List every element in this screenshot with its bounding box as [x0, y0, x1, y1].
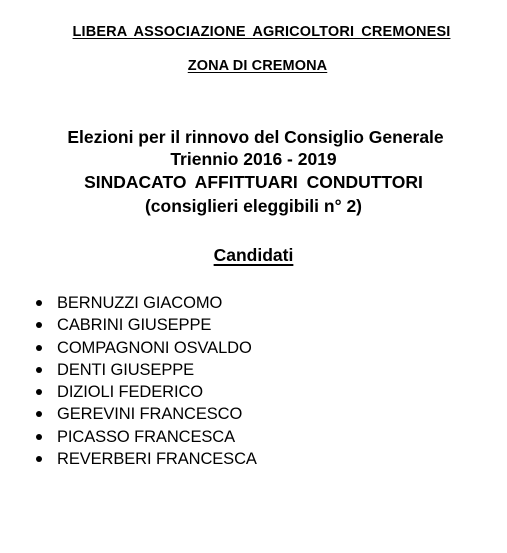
bullet-icon	[36, 300, 42, 306]
bullet-icon	[36, 389, 42, 395]
candidate-name: COMPAGNONI OSVALDO	[57, 338, 252, 357]
association-name-text: LIBERA ASSOCIAZIONE AGRICOLTORI CREMONESI	[72, 24, 451, 40]
list-item	[34, 426, 257, 448]
candidate-name: BERNUZZI GIACOMO	[57, 294, 223, 312]
candidate-name: DENTI GIUSEPPE	[57, 360, 195, 379]
election-title-line1: Elezioni per il rinnovo del Consiglio Generale	[67, 127, 444, 147]
candidate-name: PICASSO FRANCESCA	[57, 427, 236, 446]
candidate-name: REVERBERI FRANCESCA	[57, 450, 257, 469]
bullet-icon	[36, 322, 42, 328]
list-item	[34, 359, 257, 381]
candidates-heading	[0, 244, 507, 266]
candidate-name: DIZIOLI FEDERICO	[57, 383, 203, 402]
bullet-icon	[36, 456, 42, 462]
list-item	[34, 337, 257, 359]
candidate-list	[34, 292, 257, 470]
candidate-name: CABRINI GIUSEPPE	[57, 316, 212, 335]
zone-name	[4, 58, 507, 74]
candidates-heading-text: Candidati	[213, 245, 294, 265]
list-item	[34, 314, 257, 336]
list-item	[34, 448, 257, 470]
bullet-icon	[36, 434, 42, 440]
list-item	[34, 403, 257, 425]
list-item	[34, 292, 257, 314]
zone-name-text: ZONA DI CREMONA	[187, 58, 328, 74]
election-title-line2: Triennio 2016 - 2019	[170, 149, 337, 169]
candidate-name: GEREVINI FRANCESCO	[57, 405, 243, 424]
bullet-icon	[36, 345, 42, 351]
bullet-icon	[36, 411, 42, 417]
list-item	[34, 381, 257, 403]
election-title-line4: (consiglieri eleggibili n° 2)	[144, 196, 363, 216]
association-name	[8, 24, 507, 40]
bullet-icon	[36, 367, 42, 373]
election-title-line3: SINDACATO AFFITTUARI CONDUTTORI	[84, 172, 423, 192]
